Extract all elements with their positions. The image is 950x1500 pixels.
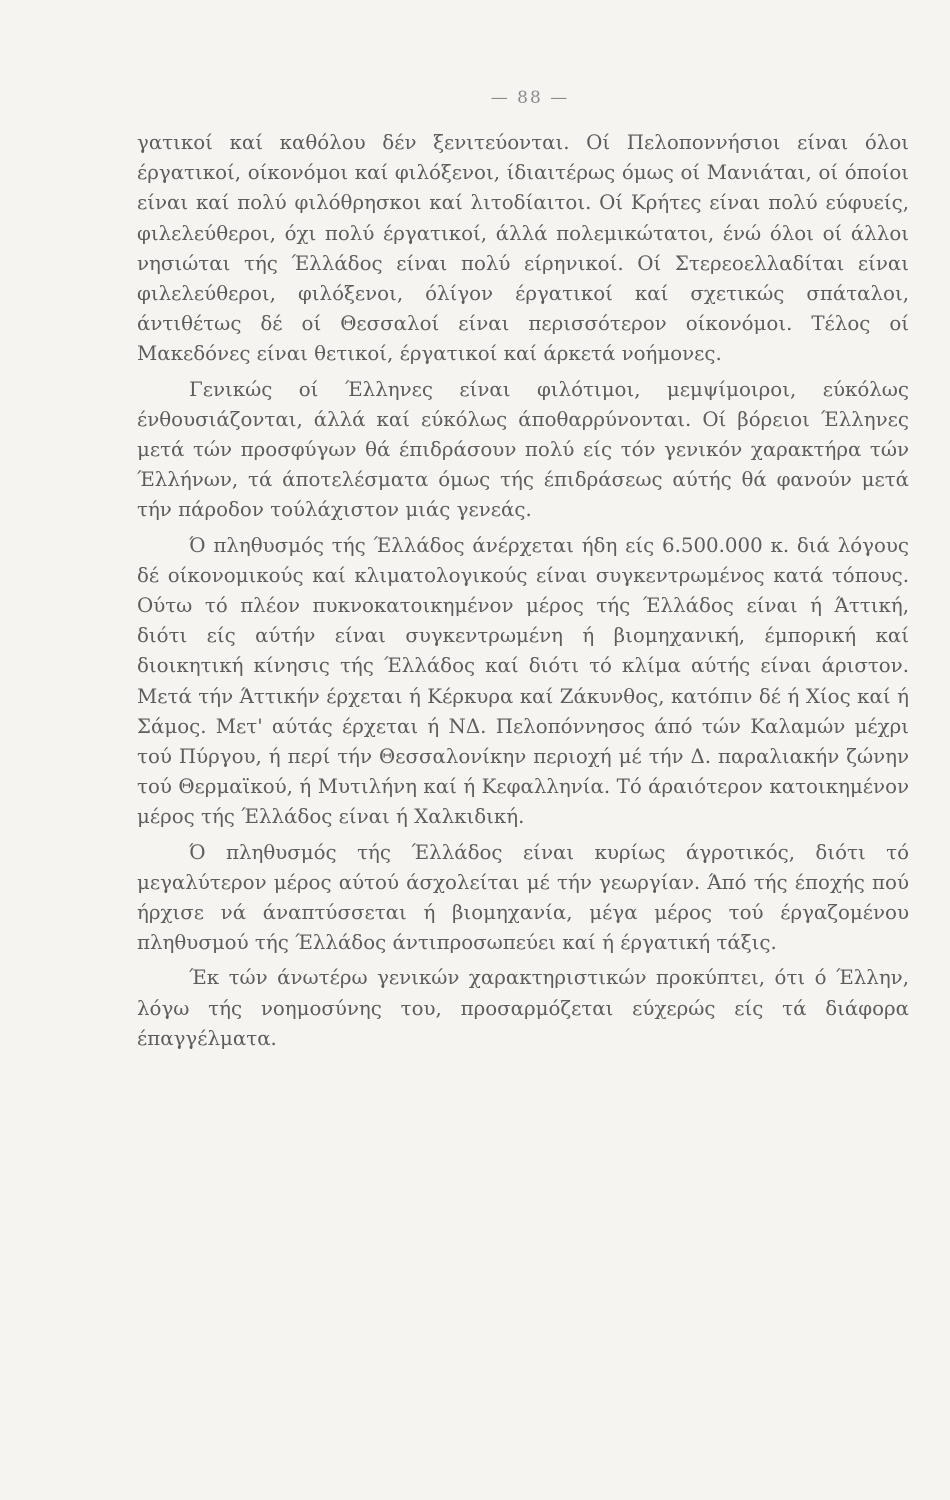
page-number: — 88 — <box>490 88 570 108</box>
paragraph: Έκ τών άνωτέρω γενικών χαρακτηριστικών προκύπτει, ότι ό Έλλην, λόγω τής νοημοσύνης του, προσαρμόζεται εύχερώς είς τά διάφορα έπαγγέλματα. <box>137 966 909 1050</box>
paragraph: γατικοί καί καθόλου δέν ξενιτεύονται. Οί Πελοποννήσιοι είναι όλοι έργατικοί, οίκονόμοι καί φιλόξενοι, ίδιαιτέρως όμως οί Μανιάται, οί όποίοι είναι καί πολύ φιλόθρησκοι καί λιτοδίαιτοι. Οί Κρήτες είναι πολύ εύφυείς, φιλελεύθεροι, όχι πολύ έργατικοί, άλλά πολεμικώτατοι, ένώ όλοι οί άλλοι νησιώται τής Έλλάδος είναι πολύ είρηνικοί. Οί Στερεοελλαδίται είναι φιλελεύθεροι, φιλόξενοι, όλίγον έργατικοί καί σχετικώς σπάταλοι, άντιθέτως δέ οί Θεσσαλοί είναι περισσότερον οίκονόμοι. Τέλος οί Μακεδόνες είναι θετικοί, έργατικοί καί άρκετά νοήμονες. <box>137 131 909 366</box>
paragraph: Ό πληθυσμός τής Έλλάδος είναι κυρίως άγροτικός, διότι τό μεγαλύτερον μέρος αύτού άσχολείται μέ τήν γεωργίαν. Άπό τής έποχής πού ήρχισε νά άναπτύσσεται ή βιομηχανία, μέγα μέρος τού έργαζομένου πληθυσμού τής Έλλάδος άντιπροσωπεύει καί ή έργατική τάξις. <box>137 840 909 955</box>
body-text <box>137 128 909 1054</box>
paragraph: Γενικώς οί Έλληνες είναι φιλότιμοι, μεμψίμοιροι, εύκόλως ένθουσιάζονται, άλλά καί εύκόλως άποθαρρύνονται. Οί βόρειοι Έλληνες μετά τών προσφύγων θά έπιδράσουν πολύ είς τόν γενικόν χαρακτήρα τών Έλλήνων, τά άποτελέσματα όμως τής έπιδράσεως αύτής θά φανούν μετά τήν πάροδον τούλάχιστον μιάς γενεάς. <box>137 377 909 522</box>
paragraph: Ό πληθυσμός τής Έλλάδος άνέρχεται ήδη είς 6.500.000 κ. διά λόγους δέ οίκονομικούς καί κλιματολογικούς είναι συγκεντρωμένος κατά τόπους. Ούτω τό πλέον πυκνοκατοικημένον μέρος τής Έλλάδος είναι ή Άττική, διότι είς αύτήν είναι συγκεντρωμένη ή βιομηχανική, έμπορική καί διοικητική κίνησις τής Έλλάδος καί διότι τό κλίμα αύτής είναι άριστον. Μετά τήν Άττικήν έρχεται ή Κέρκυρα καί Ζάκυνθος, κατόπιν δέ ή Χίος καί ή Σάμος. Μετ' αύτάς έρχεται ή ΝΔ. Πελοπόννησος άπό τών Καλαμών μέχρι τού Πύργου, ή περί τήν Θεσσαλονίκην περιοχή μέ τήν Δ. παραλιακήν ζώνην τού Θερμαϊκού, ή Μυτιλήνη καί ή Κεφαλληνία. Τό άραιότερον κατοικημένον μέρος τής Έλλάδος είναι ή Χαλκιδική. <box>137 533 909 829</box>
